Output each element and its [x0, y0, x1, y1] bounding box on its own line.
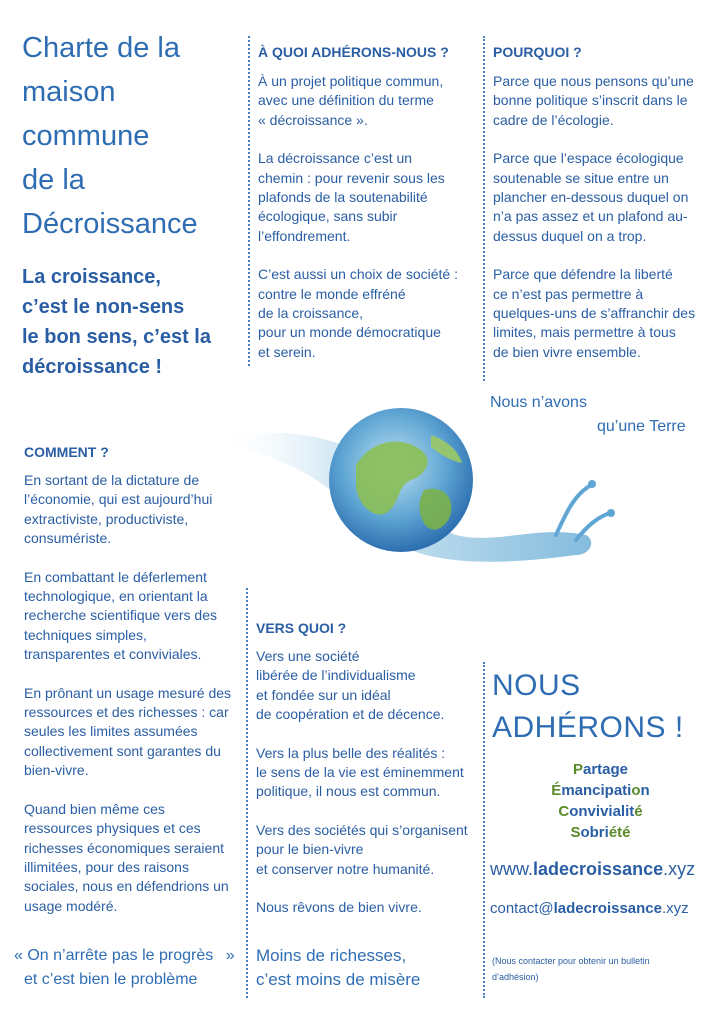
text-line: seules les limites assumées — [24, 723, 198, 740]
progres-quote — [14, 944, 235, 967]
note-line: d’adhésion) — [492, 972, 539, 982]
text-line: usage modéré. — [24, 897, 118, 914]
value-item: Convivialité — [558, 803, 643, 820]
value-item: Partage — [572, 761, 629, 778]
value-item: Émancipation — [551, 782, 650, 799]
text-line: consumériste. — [24, 530, 112, 547]
text-line: ce n’est pas permettre à — [493, 285, 644, 302]
section-heading: COMMENT ? — [24, 444, 109, 460]
text-line: libérée de l’individualisme — [256, 667, 416, 684]
text-line: de coopération et de décence. — [256, 706, 445, 723]
text-line: politique, il nous est commun. — [256, 783, 441, 800]
section-heading: POURQUOI ? — [493, 44, 582, 60]
text-line: soutenable se situe entre un — [493, 169, 669, 186]
text-line: chemin : pour revenir sous les — [258, 169, 445, 186]
section-comment — [24, 444, 244, 916]
section-heading: À QUOI ADHÉRONS-NOUS ? — [258, 44, 449, 60]
richesses-quote-line1: Moins de richesses, — [256, 946, 407, 965]
text-line: À un projet politique commun, — [258, 73, 444, 89]
title-line: Décroissance — [22, 208, 198, 240]
text-line: richesses économiques seraient — [24, 839, 224, 856]
text-line: ressources physiques et ces — [24, 820, 201, 837]
quote-open: « — [14, 947, 23, 964]
text-line: de bien vivre ensemble. — [493, 343, 641, 360]
text-line: illimitées, pour des raisons — [24, 858, 189, 875]
slogan-line: c’est le non-sens — [22, 296, 185, 318]
title-line: commune — [22, 120, 150, 152]
terre-quote-line1: Nous n’avons — [490, 394, 587, 411]
nous-adherons-heading — [492, 665, 684, 749]
heading-line: ADHÉRONS ! — [492, 711, 684, 744]
text-line: limites, mais permettre à tous — [493, 324, 676, 341]
text-line: ressources et des richesses : car — [24, 704, 229, 721]
section-body — [493, 72, 718, 362]
contact-email-link[interactable]: contact@ladecroissance.xyz — [490, 900, 689, 917]
text-line: dessus duquel on a trop. — [493, 227, 647, 244]
text-line: Quand bien même ces — [24, 800, 165, 817]
text-line: Parce que défendre la liberté — [493, 266, 673, 283]
section-adherons — [258, 44, 480, 362]
terre-quote-line2: qu’une Terre — [597, 418, 686, 435]
text-line: Vers une société — [256, 648, 360, 664]
page-title — [22, 26, 247, 246]
text-line: le sens de la vie est éminemment — [256, 764, 464, 781]
values-list — [493, 759, 708, 843]
text-line: « décroissance ». — [258, 111, 368, 128]
text-line: l’économie, qui est aujourd’hui — [24, 491, 213, 508]
text-line: écologique, sans subir — [258, 208, 398, 225]
text-line: La décroissance c’est un — [258, 150, 413, 167]
text-line: Parce que l’espace écologique — [493, 150, 684, 167]
slogan — [22, 262, 250, 382]
title-line: Charte de la — [22, 32, 180, 64]
text-line: bonne politique s’inscrit dans le — [493, 92, 688, 109]
text-line: l’effondrement. — [258, 227, 351, 244]
section-heading: VERS QUOI ? — [256, 620, 347, 636]
section-vers-quoi — [256, 620, 481, 917]
quote-line: On n’arrête pas le progrès — [27, 947, 214, 964]
snail-globe-illustration — [196, 395, 616, 580]
text-line: Vers des sociétés qui s’organisent — [256, 821, 468, 838]
text-line: En sortant de la dictature de — [24, 472, 200, 488]
heading-line: NOUS — [492, 669, 581, 702]
divider-dotted — [483, 662, 485, 998]
section-body — [24, 471, 244, 916]
title-line: de la — [22, 164, 85, 196]
slogan-line: La croissance, — [22, 266, 161, 288]
divider-dotted — [248, 36, 250, 366]
richesses-quote-line2: c’est moins de misère — [256, 970, 421, 989]
text-line: collectivement sont garantes du — [24, 742, 221, 759]
progres-quote-line2: et c’est bien le problème — [24, 971, 198, 988]
text-line: et conserver notre humanité. — [256, 860, 435, 877]
text-line: Vers la plus belle des réalités : — [256, 744, 446, 761]
text-line: technologique, en orientant la — [24, 588, 208, 605]
section-pourquoi — [493, 44, 718, 362]
text-line: En combattant le déferlement — [24, 568, 207, 585]
text-line: quelques-uns de s’affranchir des — [493, 305, 696, 322]
quote-close: » — [225, 947, 235, 964]
text-line: avec une définition du terme — [258, 92, 434, 109]
text-line: plafonds de la soutenabilité — [258, 189, 428, 206]
value-item: Sobriété — [570, 824, 631, 841]
slogan-line: le bon sens, c’est la — [22, 326, 211, 348]
divider-dotted — [246, 588, 248, 998]
text-line: bien-vivre. — [24, 762, 89, 779]
text-line: et fondée sur un idéal — [256, 686, 391, 703]
text-line: Nous rêvons de bien vivre. — [256, 899, 422, 916]
text-line: En prônant un usage mesuré des — [24, 684, 232, 701]
text-line: pour un monde démocratique — [258, 324, 441, 341]
section-body — [256, 647, 481, 917]
section-body — [258, 72, 480, 362]
text-line: cadre de l’écologie. — [493, 111, 614, 128]
text-line: n’a pas assez et un plafond au- — [493, 208, 688, 225]
title-line: maison — [22, 76, 116, 108]
website-link[interactable]: www.ladecroissance.xyz — [490, 859, 696, 879]
text-line: pour le bien-vivre — [256, 841, 364, 858]
slogan-line: décroissance ! — [22, 356, 163, 378]
text-line: C’est aussi un choix de société : — [258, 266, 458, 283]
note-line: (Nous contacter pour obtenir un bulletin — [492, 956, 650, 966]
text-line: recherche scientifique vers des — [24, 607, 217, 624]
text-line: plancher en-dessous duquel on — [493, 189, 689, 206]
divider-dotted — [483, 36, 485, 381]
text-line: et serein. — [258, 343, 316, 360]
text-line: Parce que nous pensons qu’une — [493, 73, 694, 89]
text-line: extractiviste, productiviste, — [24, 510, 189, 527]
text-line: techniques simples, — [24, 626, 147, 643]
text-line: transparentes et conviviales. — [24, 646, 202, 663]
text-line: de la croissance, — [258, 305, 364, 322]
text-line: sociales, nous en défendrions un — [24, 878, 229, 895]
membership-note — [492, 953, 650, 985]
text-line: contre le monde effréné — [258, 285, 406, 302]
